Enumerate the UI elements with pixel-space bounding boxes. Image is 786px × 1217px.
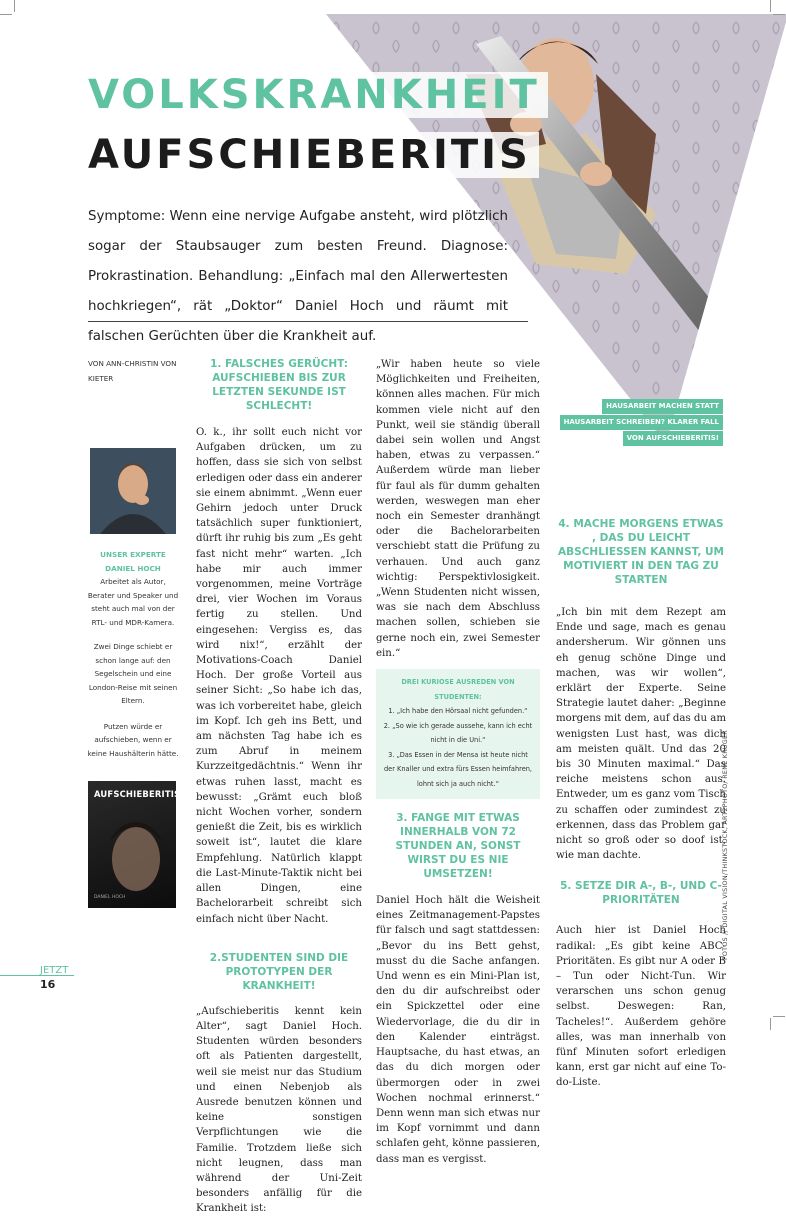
lead-paragraph: Symptome: Wenn eine nervige Aufgabe ansteht, wird plötzlich sogar der Staubsauger zum besten Freund. Diagnose: Prokrastination. Behandlung: „Einfach mal den Allerwertesten hochkriegen“, rät „Doktor“ Daniel Hoch und räumt mit falschen Gerüchten über die Krankheit auf.	[88, 209, 508, 344]
book-face-image	[88, 781, 176, 908]
book-author: DANIEL HOCH	[94, 895, 126, 900]
excuses-box-title: DREI KURIOSE AUSREDEN VON STUDENTEN:	[401, 678, 515, 701]
book-title: AUFSCHIEBERITIS	[94, 789, 181, 799]
byline: VON ANN-CHRISTIN VON KIETER	[88, 359, 177, 383]
section-2-heading: 2.STUDENTEN SIND DIE PROTOTYPEN DER KRANKHEIT!	[209, 951, 349, 992]
section-2-body: „Aufschieberitis kennt kein Alter“, sagt Daniel Hoch. Studenten würden besonders oft als Patienten dargestellt, weil sie meist nur das Studium und einen Nebenjob als Ausrede benutzen können und keine sonstigen Verpflichtungen wie die Familie. Trotzdem ließe sich nicht leugnen, dass man während der Uni-Zeit besonders anfällig für die Krankheit ist:	[196, 1005, 362, 1215]
page-number: 16	[40, 978, 56, 991]
excuse-item: 3. „Das Essen in der Mensa ist heute nicht der Knaller und extra fürs Essen heimfahren, lohnt sich ja auch nicht.“	[383, 750, 533, 788]
expert-photo	[90, 448, 176, 534]
photo-caption-line: VON AUFSCHIEBERITIS!	[623, 431, 723, 446]
expert-name: DANIEL HOCH	[105, 563, 161, 573]
crop-mark	[0, 14, 12, 15]
expert-fact: Putzen würde er aufschieben, wenn er keine Haushälterin hätte.	[87, 721, 179, 758]
crop-mark	[770, 1018, 771, 1030]
book-cover	[88, 781, 181, 908]
photo-caption-line: HAUSARBEIT MACHEN STATT	[602, 399, 723, 414]
expert-bio: Arbeitet als Autor, Berater und Speaker und steht auch mal von der RTL- und MDR-Kamera.	[87, 577, 179, 627]
photo-credit: FOTOS // DIGITAL VISION/THINKSTOCK, ART2PHOTO/ RENÉ KRÜGER	[722, 730, 729, 960]
footer-section-name: JETZT	[40, 965, 69, 976]
section-1-body: O. k., ihr sollt euch nicht vor Aufgaben drücken, um zu hoffen, dass sie sich von selbst erledigen oder dass ein anderer sie einem abnimmt. „Wenn euer Gehirn jedoch unter Druck tatsächlich super funktioniert, dürft ihr ruhig bis zum „Es geht fast nicht mehr“ warten. „Ich habe mir auch immer vorgenommen, meine Vorträge drei, vier Wochen im Voraus fertig zu stellen. Und eingesehen: Vergiss es, das wird nix!“, erzählt der Motivations-Coach Daniel Hoch. Der große Vorteil aus seiner Sicht: „So habe ich das, was ich vorbereitet habe, gleich im Kopf. Ich geh ins Bett, und am nächsten Tag habe ich es zum Abruf in meinem Kurzzeitgedächtnis.“ Wenn ihr etwas ruhen lasst, macht es bewusst: „Grämt euch bloß nicht Wochen vorher, sondern genießt die Zeit, bis es wirklich soweit ist“, lautet die klare Empfehlung. Natürlich klappt die Last-Minute-Taktik nicht bei allen Dingen, eine Bachelorarbeit schreibt sich einfach nicht über Nacht.	[196, 427, 362, 925]
expert-fact: Zwei Dinge schiebt er schon lange auf: den Segelschein und eine London-Reise mit seinen Eltern.	[88, 642, 178, 705]
section-5-heading: 5. SETZE DIR A-, B-, UND C-PRIORITÄTEN	[560, 880, 722, 907]
section-2-continued: „Wir haben heute so viele Möglichkeiten und Freiheiten, können alles machen. Für mich kommen viele nicht auf den Punkt, weil sie ständig überall dabei sein wollen und Angst haben, etwas zu verpassen.“ Außerdem würde man lieber für faul als für dumm gehalten werden, weswegen man eher noch ein Semester dranhängt oder die Bachelorarbeiten verschiebt statt die Prüfung zu verhauen. Und auch ganz wichtig: Perspektivlosigkeit. „Wenn Studenten nicht wissen, was sie nach dem Abschluss machen sollen, schieben sie gerne noch ein, zwei Semester ein.“	[376, 359, 540, 659]
title-line-2: AUFSCHIEBERITIS	[88, 132, 539, 178]
crop-mark	[773, 14, 785, 15]
crop-mark	[14, 0, 15, 12]
section-3-heading: 3. FANGE MIT ETWAS INNERHALB VON 72 STUNDEN AN, SONST WIRST DU ES NIE UMSETZEN!	[395, 812, 521, 881]
lead-divider	[88, 321, 528, 322]
photo-caption-line: HAUSARBEIT SCHREIBEN? KLARER FALL	[560, 415, 723, 430]
footer-divider	[0, 975, 74, 976]
excuse-item: 2. „So wie ich gerade aussehe, kann ich echt nicht in die Uni.“	[383, 721, 533, 745]
section-4-heading: 4. MACHE MORGENS ETWAS , DAS DU LEICHT ABSCHLIESSEN KANNST, UM MOTIVIERT IN DEN TAG ZU STARTEN	[558, 518, 724, 586]
excuse-item: 1. „Ich habe den Hörsaal nicht gefunden.“	[388, 707, 528, 716]
section-5-body: Auch hier ist Daniel Hoch radikal: „Es gibt keine ABC-Prioritäten. Es gibt nur A oder B – Tun oder Nicht-Tun. Wir verarschen uns schon genug selbst. Deswegen: Ran, Tacheles!“. Außerdem gehöre alles, was man innerhalb von fünf Minuten sofort erledigen kann, erst gar nicht auf eine To-do-Liste.	[556, 925, 726, 1089]
expert-label: UNSER EXPERTE	[100, 550, 166, 559]
section-1-heading: 1. FALSCHES GERÜCHT: AUFSCHIEBEN BIS ZUR LETZTEN SEKUNDE IST SCHLECHT!	[210, 358, 348, 412]
title-line-1: VOLKSKRANKHEIT	[88, 72, 548, 118]
section-4-body: „Ich bin mit dem Rezept am Ende und sage, mach es genau andersherum. Wir gönnen uns eh genug schöne Dinge und machen, was wir wollen“, erklärt der Experte. Seine Strategie lautet daher: „Beginne morgens mit dem, auf das du am wenigsten Lust hast, was dich am meisten quält. Und das 20 bis 30 Minuten maximal.“ Das reiche meistens schon aus. Entweder, um es ganz vom Tisch zu schaffen oder zumindest zu erkennen, dass das Problem gar nicht so groß oder so doof ist, wie man dachte.	[556, 607, 726, 862]
crop-mark	[770, 0, 771, 12]
section-3-body: Daniel Hoch hält die Weisheit eines Zeitmanagement-Papstes für falsch und sagt stattdessen: „Bevor du ins Bett gehst, musst du die Sache anfangen. Und wenn es ein Mini-Plan ist, den du dir aufschreibst oder ein Spickzettel oder eine Wiedervorlage, die du dir in den Kalender einträgst. Hauptsache, du hast etwas, an das du dich morgen oder übermorgen oder in zwei Wochen nochmal erinnerst.“ Denn wenn man sich etwas nur im Kopf vornimmt und dann schlafen geht, könne passieren, dass man es vergisst.	[376, 895, 540, 1165]
excuses-box	[376, 669, 540, 799]
crop-mark	[773, 1016, 785, 1017]
